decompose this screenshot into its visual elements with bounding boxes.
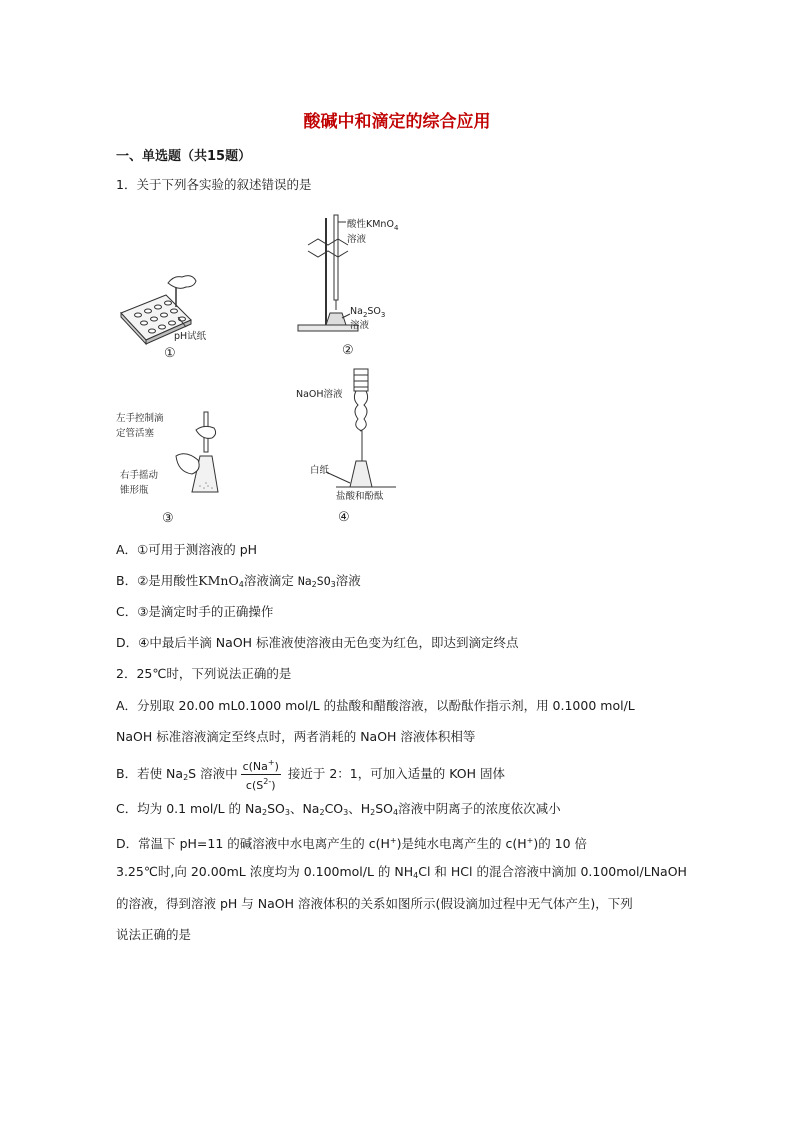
q1-option-c: C．③是滴定时手的正确操作 — [116, 604, 274, 619]
conical-flask — [326, 313, 346, 325]
q1-option-b: B．②是用酸性KMnO$_4$溶液滴定 $Na_2SO_3$溶液 — [116, 573, 361, 589]
figure-2-number: ② — [342, 343, 354, 358]
label-white-paper: 白纸 — [310, 465, 330, 476]
figure-4-number: ④ — [338, 510, 350, 525]
label-kmno4-solution: 溶液 — [347, 234, 367, 245]
label-na2so3-solution: 溶液 — [350, 320, 370, 331]
section-heading: 一、单选题（共15题） — [116, 149, 252, 164]
label-ph-paper: pH试纸 — [174, 331, 207, 342]
concentration-ratio-fraction: $\frac{c(Na^+)}{c(S^{2-})}$ — [242, 758, 279, 792]
q2-option-a-line1: A．分别取 20.00 mL0.1000 mol/L 的盐酸和醋酸溶液，以酚酞作指示剂，用 0.1000 mol/L — [116, 698, 635, 713]
right-hand — [176, 454, 199, 474]
figure-3-hand-operation — [116, 408, 256, 528]
burette-clamp — [308, 239, 348, 245]
q1-option-d: D．④中最后半滴 NaOH 标准液使溶液由无色变为红色，即达到滴定终点 — [116, 635, 519, 650]
q2-option-a-line2: NaOH 标准溶液滴定至终点时，两者消耗的 NaOH 溶液体积相等 — [116, 729, 476, 744]
label-right-hand-2: 锥形瓶 — [120, 485, 149, 496]
figure-1-number: ① — [164, 346, 176, 360]
figure-4-naoh-titration — [296, 365, 436, 527]
label-naoh: NaOH溶液 — [296, 389, 343, 400]
q1-option-a: A．①可用于测溶液的 pH — [116, 542, 258, 557]
label-right-hand-1: 右手摇动 — [120, 470, 159, 481]
burette-top — [354, 369, 368, 391]
label-acid-phenolphthalein: 盐酸和酚酞 — [336, 491, 384, 502]
question-3-line2: 的溶液，得到溶液 pH 与 NaOH 溶液体积的关系如图所示(假设滴加过程中无气体产生)，下列 — [116, 896, 633, 911]
figure-1-spot-plate — [116, 265, 226, 360]
page-title: 酸碱中和滴定的综合应用 — [303, 112, 491, 132]
question-3-line1: 3.25℃时,向 20.00mL 浓度均为 0.100mol/L 的 $NH_4Cl$ 和 HCl 的混合溶液中滴加 0.100mol/LNaOH — [116, 864, 687, 880]
label-left-hand-1: 左手控制滴 — [116, 413, 164, 424]
q2-option-b: B．若使 $Na_2S$ 溶液中 $\frac{c(Na^+)}{c(S^{2-})}$ 接近于 2：1，可加入适量的 KOH 固体 — [116, 758, 505, 792]
label-na2so3: $Na_2SO_3$ — [350, 306, 386, 319]
question-3-line3: 说法正确的是 — [116, 927, 192, 942]
conical-flask — [350, 461, 372, 487]
label-left-hand-2: 定管活塞 — [116, 428, 155, 439]
burette-tube — [334, 215, 338, 300]
stand-base — [298, 325, 358, 331]
q2-option-d: D．常温下 pH=11 的碱溶液中水电离产生的 c(H+)是纯水电离产生的 c(H+)的 10 倍 — [116, 836, 588, 851]
figure-2-titration-stand — [290, 210, 420, 360]
figure-3-number: ③ — [162, 511, 174, 526]
left-hand — [196, 426, 216, 438]
label-kmno4: 酸性KMnO$_4$ — [347, 219, 399, 232]
question-2-stem: 2．25℃时，下列说法正确的是 — [116, 666, 292, 681]
question-1-stem: 1．关于下列各实验的叙述错误的是 — [116, 177, 312, 192]
q2-option-c: C．均为 0.1 mol/L 的 $Na_2SO_3$、$Na_2CO_3$、$H_2SO_4$溶液中阴离子的浓度依次减小 — [116, 801, 561, 817]
